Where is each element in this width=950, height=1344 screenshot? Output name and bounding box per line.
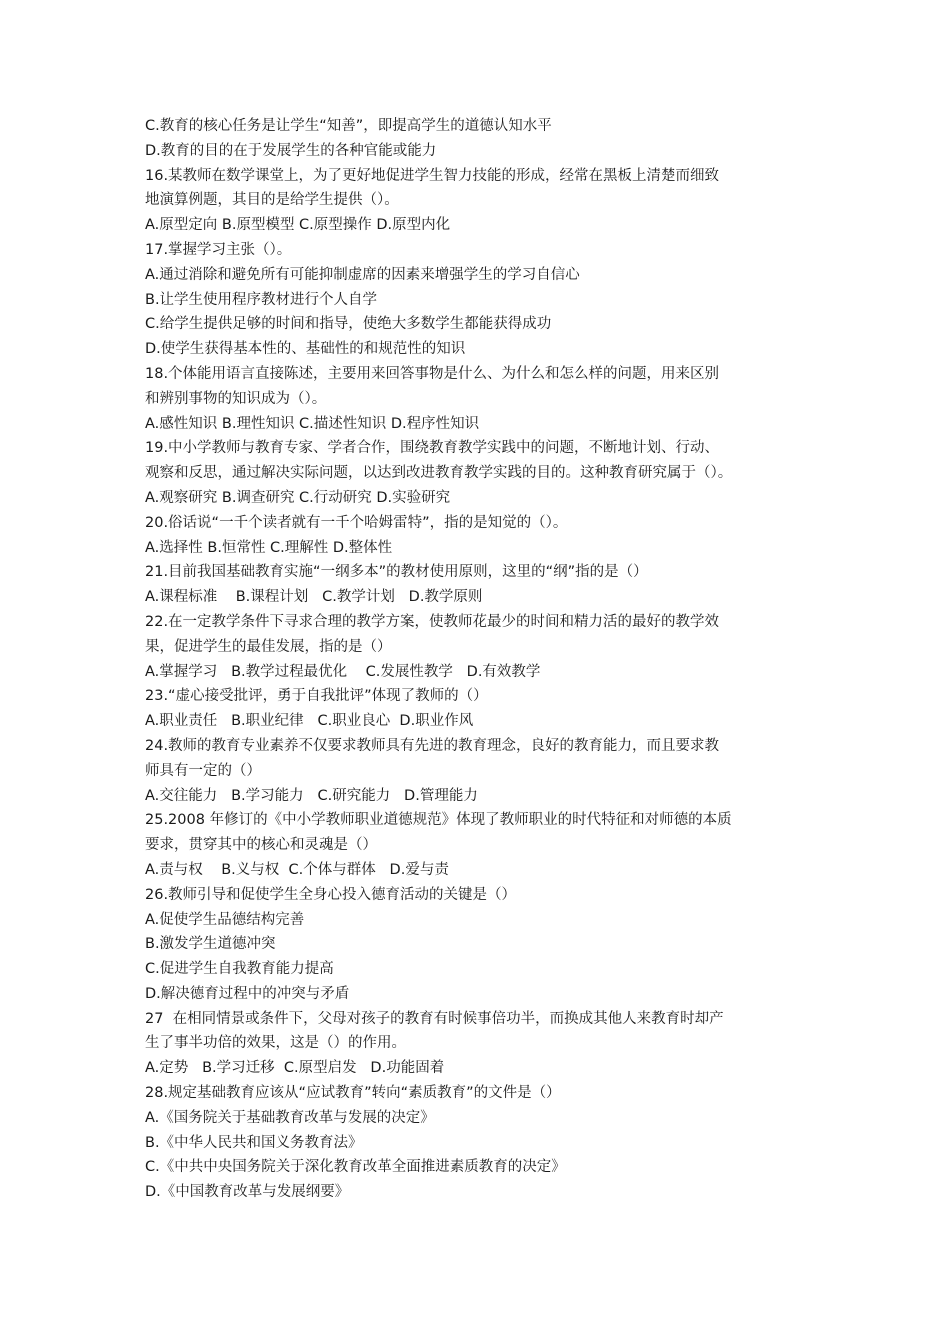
text-line: B.激发学生道德冲突 xyxy=(145,936,276,953)
text-line: A.职业责任 B.职业纪律 C.职业良心 D.职业作风 xyxy=(145,713,474,730)
text-line: 28.规定基础教育应该从“应试教育”转向“素质教育”的文件是（） xyxy=(145,1085,561,1102)
text-line: 19.中小学教师与教育专家、学者合作，围绕教育教学实践中的问题，不断地计划、行动、 xyxy=(145,440,720,457)
text-line: A.掌握学习 B.教学过程最优化 C.发展性教学 D.有效教学 xyxy=(145,663,541,680)
text-line: 要求，贯穿其中的核心和灵魂是（） xyxy=(145,837,377,854)
text-line: A.通过消除和避免所有可能抑制虚席的因素来增强学生的学习自信心 xyxy=(145,266,580,283)
text-line: A.观察研究 B.调查研究 C.行动研究 D.实验研究 xyxy=(145,489,451,506)
text-line: A.促使学生品德结构完善 xyxy=(145,911,305,928)
text-line: 26.教师引导和促使学生全身心投入德育活动的关键是（） xyxy=(145,886,517,903)
text-line: A.《国务院关于基础教育改革与发展的决定》 xyxy=(145,1109,435,1126)
text-line: A.责与权 B.义与权 C.个体与群体 D.爱与责 xyxy=(145,861,449,878)
text-line: A.感性知识 B.理性知识 C.描述性知识 D.程序性知识 xyxy=(145,415,480,432)
text-line: D.使学生获得基本性的、基础性的和规范性的知识 xyxy=(145,341,466,358)
text-line: A.交往能力 B.学习能力 C.研究能力 D.管理能力 xyxy=(145,787,478,804)
text-line: 23.“虚心接受批评，勇于自我批评”体现了教师的（） xyxy=(145,688,488,705)
text-line: 18.个体能用语言直接陈述，主要用来回答事物是什么、为什么和怎么样的问题，用来区别 xyxy=(145,365,720,382)
text-line: 27 在相同情景或条件下，父母对孩子的教育有时候事倍功半，而换成其他人来教育时却产 xyxy=(145,1010,724,1027)
text-line: 和辨别事物的知识成为（）。 xyxy=(145,390,327,407)
text-line: C.教育的核心任务是让学生“知善”，即提高学生的道德认知水平 xyxy=(145,118,552,134)
text-line: 果，促进学生的最佳发展，指的是（） xyxy=(145,638,392,655)
text-line: 20.俗话说“一千个读者就有一千个哈姆雷特”，指的是知觉的（）。 xyxy=(145,514,568,531)
text-line: A.课程标准 B.课程计划 C.教学计划 D.教学原则 xyxy=(145,589,483,606)
text-line: 16.某教师在数学课堂上，为了更好地促进学生智力技能的形成，经常在黑板上清楚而细致 xyxy=(145,167,720,184)
text-line: C.促进学生自我教育能力提高 xyxy=(145,961,334,978)
text-line: C.《中共中央国务院关于深化教育改革全面推进素质教育的决定》 xyxy=(145,1159,566,1176)
document-page xyxy=(145,114,813,1205)
text-line: 师具有一定的（） xyxy=(145,762,261,779)
text-line: 生了事半功倍的效果，这是（）的作用。 xyxy=(145,1035,406,1052)
text-line: C.给学生提供足够的时间和指导，使绝大多数学生都能获得成功 xyxy=(145,316,552,333)
text-line: 21.目前我国基础教育实施“一纲多本”的教材使用原则，这里的“纲”指的是（） xyxy=(145,564,648,581)
text-line: D.教育的目的在于发展学生的各种官能或能力 xyxy=(145,142,437,159)
text-line: 地演算例题，其目的是给学生提供（）。 xyxy=(145,192,399,209)
text-line: D.《中国教育改革与发展纲要》 xyxy=(145,1184,350,1201)
text-line: 24.教师的教育专业素养不仅要求教师具有先进的教育理念，良好的教育能力，而且要求教 xyxy=(145,737,720,754)
text-line: B.《中华人民共和国义务教育法》 xyxy=(145,1134,363,1151)
text-line: 25.2008 年修订的《中小学教师职业道德规范》体现了教师职业的时代特征和对师德的本质 xyxy=(145,812,732,829)
text-line: B.让学生使用程序教材进行个人自学 xyxy=(145,291,378,308)
text-line: 观察和反思，通过解决实际问题，以达到改进教育教学实践的目的。这种教育研究属于（）。 xyxy=(145,465,733,482)
text-line: A.选择性 B.恒常性 C.理解性 D.整体性 xyxy=(145,539,393,556)
text-line: D.解决德育过程中的冲突与矛盾 xyxy=(145,985,350,1002)
text-line: A.原型定向 B.原型模型 C.原型操作 D.原型内化 xyxy=(145,217,451,234)
text-line: 22.在一定教学条件下寻求合理的教学方案，使教师花最少的时间和精力活的最好的教学效 xyxy=(145,613,720,630)
text-line: 17.掌握学习主张（）。 xyxy=(145,241,292,258)
text-line: A.定势 B.学习迁移 C.原型启发 D.功能固着 xyxy=(145,1060,445,1077)
